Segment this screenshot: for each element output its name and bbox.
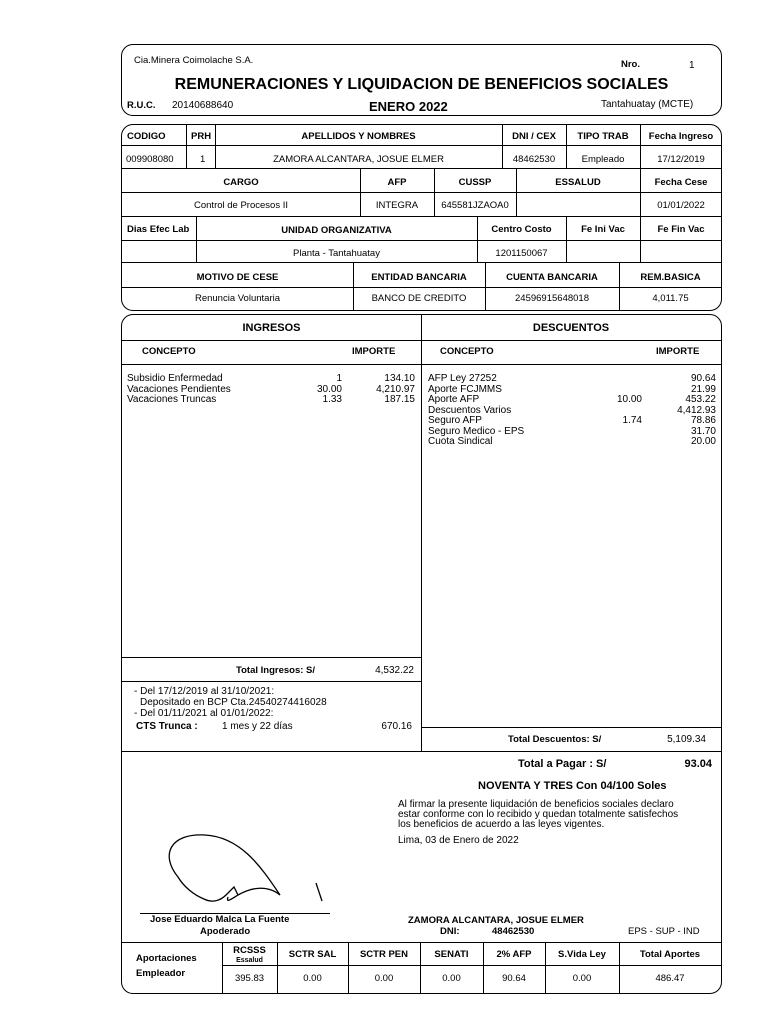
sctr-pen-value: 0.00	[374, 973, 394, 984]
list-item-amount: 134.10	[384, 373, 415, 384]
list-item-qty	[600, 437, 642, 448]
dni-value: 48462530	[512, 154, 556, 165]
empleador-cargo: Apoderado	[200, 926, 251, 937]
list-item-qty: 1.74	[622, 415, 642, 426]
svida-ley-value: 0.00	[572, 973, 592, 984]
list-item-amount: 4,412.93	[677, 404, 716, 416]
prh-header: PRH	[191, 131, 212, 142]
entidad-bancaria-header: ENTIDAD BANCARIA	[371, 272, 467, 283]
declaration-date: Lima, 03 de Enero de 2022	[398, 835, 519, 846]
signature-image	[140, 825, 330, 915]
list-item-amount: 20.00	[690, 436, 716, 447]
rem-basica-header: REM.BASICA	[640, 272, 701, 283]
declaration-line-1: Al firmar la presente liquidación de beneficios sociales declaro	[398, 799, 674, 810]
list-item: Seguro Medico - EPS	[428, 425, 525, 437]
total-pagar-words: NOVENTA Y TRES Con 04/100 Soles	[478, 780, 667, 792]
cts-line-3: - Del 01/11/2021 al 01/01/2022:	[134, 708, 274, 719]
total-descuentos-value: 5,109.34	[667, 734, 706, 745]
list-item-amount: 187.15	[384, 394, 415, 405]
empleador-nombre: Jose Eduardo Malca La Fuente	[150, 914, 290, 925]
trabajador-dni-label: DNI:	[440, 926, 460, 937]
ingresos-title: INGRESOS	[242, 322, 301, 334]
tipo-trab-header: TIPO TRAB	[577, 131, 629, 142]
ingresos-importe-header: IMPORTE	[352, 346, 396, 357]
total-pagar-value: 93.04	[684, 758, 712, 770]
descuentos-concepto-header: CONCEPTO	[440, 346, 494, 357]
nro-label: Nro.	[621, 59, 640, 70]
list-item: Vacaciones Pendientes	[127, 383, 231, 395]
list-item: Seguro AFP	[428, 415, 482, 426]
ruc-value: 20140688640	[172, 100, 234, 111]
total-aportes-header: Total Aportes	[639, 949, 701, 960]
afp-2-value: 90.64	[502, 973, 526, 984]
rcsss-header: RCSSS	[233, 945, 266, 956]
list-item-qty	[600, 374, 642, 385]
essalud-header: ESSALUD	[555, 177, 601, 188]
cts-line-2: Depositado en BCP Cta.24540274416028	[140, 697, 327, 708]
prh-value: 1	[200, 154, 206, 165]
sctr-pen-header: SCTR PEN	[359, 949, 409, 960]
total-descuentos-label: Total Descuentos: S/	[508, 734, 602, 745]
total-ingresos-label: Total Ingresos: S/	[236, 665, 316, 676]
fecha-cese-value: 01/01/2022	[657, 200, 705, 211]
list-item: Aporte FCJMMS	[428, 383, 502, 395]
dias-efec-header: Dias Efec Lab	[127, 224, 190, 235]
descuentos-title: DESCUENTOS	[532, 322, 610, 334]
total-aportes-value: 486.47	[655, 973, 685, 984]
list-item: Aporte AFP	[428, 394, 480, 405]
fe-fin-vac-header: Fe Fin Vac	[657, 224, 705, 235]
cuenta-bancaria-value: 24596915648018	[515, 293, 589, 304]
total-ingresos-value: 4,532.22	[375, 665, 414, 676]
rcsss-essalud-subheader: Essalud	[236, 957, 263, 964]
svida-ley-header: S.Vida Ley	[558, 949, 606, 960]
list-item: Cuota Sindical	[428, 436, 493, 447]
descuentos-importe-header: IMPORTE	[656, 346, 700, 357]
cussp-header: CUSSP	[458, 177, 492, 188]
cussp-value: 645581JZAOA0	[441, 200, 509, 211]
entidad-bancaria-value: BANCO DE CREDITO	[371, 293, 467, 304]
company-name: Cia.Minera Coimolache S.A.	[134, 55, 254, 66]
list-item: Vacaciones Truncas	[127, 394, 217, 405]
list-item-qty: 10.00	[616, 394, 642, 405]
cts-trunca-duration: 1 mes y 22 días	[222, 721, 293, 732]
afp-2-header: 2% AFP	[496, 949, 532, 960]
declaration-line-2: estar conforme con lo recibido y quedan totalmente satisfechos	[398, 809, 679, 820]
cts-trunca-value: 670.16	[381, 721, 412, 732]
nombres-value: ZAMORA ALCANTARA, JOSUE ELMER	[273, 154, 444, 165]
unidad-organizativa-value: Planta - Tantahuatay	[293, 248, 380, 259]
cuenta-bancaria-header: CUENTA BANCARIA	[506, 272, 598, 283]
list-item-amount: 21.99	[690, 383, 716, 395]
empleador-label: Empleador	[136, 968, 186, 979]
list-item-qty: 1.33	[322, 394, 342, 405]
rem-basica-value: 4,011.75	[652, 293, 689, 304]
eps-label: EPS - SUP - IND	[628, 926, 700, 937]
list-item: Subsidio Enfermedad	[127, 373, 223, 384]
list-item-qty: 30.00	[316, 383, 342, 395]
motivo-cese-value: Renuncia Voluntaria	[194, 293, 281, 304]
ruc-label: R.U.C.	[127, 100, 156, 111]
list-item: Descuentos Varios	[428, 404, 512, 416]
afp-header: AFP	[387, 177, 407, 188]
senati-header: SENATI	[434, 949, 469, 960]
tipo-trab-value: Empleado	[581, 154, 625, 165]
codigo-value: 009908080	[126, 154, 174, 165]
total-pagar-label: Total a Pagar : S/	[518, 758, 607, 770]
declaration-line-3: los beneficios de acuerdo a las leyes vigentes.	[398, 819, 605, 830]
rcsss-value: 395.83	[234, 973, 265, 984]
cts-line-1: - Del 17/12/2019 al 31/10/2021:	[134, 686, 275, 697]
list-item-amount: 453.22	[685, 394, 716, 405]
trabajador-dni-value: 48462530	[492, 926, 535, 937]
list-item: AFP Ley 27252	[428, 373, 497, 384]
nro-value: 1	[689, 60, 695, 71]
unidad-organizativa-header: UNIDAD ORGANIZATIVA	[281, 225, 392, 236]
fecha-ingreso-header: Fecha Ingreso	[648, 131, 714, 142]
senati-value: 0.00	[442, 973, 461, 984]
centro-costo-header: Centro Costo	[491, 224, 552, 235]
list-item-qty: 1	[336, 373, 342, 384]
list-item-qty	[600, 427, 642, 438]
cts-trunca-label: CTS Trunca :	[136, 721, 198, 732]
codigo-header: CODIGO	[127, 131, 166, 142]
list-item-amount: 4,210.97	[376, 383, 415, 395]
list-item-amount: 78.86	[690, 415, 716, 426]
aportaciones-label: Aportaciones	[136, 953, 197, 964]
fecha-cese-header: Fecha Cese	[654, 177, 708, 188]
nombres-header: APELLIDOS Y NOMBRES	[301, 131, 416, 142]
fecha-ingreso-value: 17/12/2019	[657, 154, 705, 165]
list-item-amount: 31.70	[690, 425, 716, 437]
centro-costo-value: 1201150067	[495, 248, 548, 259]
cargo-header: CARGO	[223, 177, 259, 188]
sctr-sal-header: SCTR SAL	[288, 949, 337, 960]
dni-header: DNI / CEX	[512, 131, 556, 142]
motivo-cese-header: MOTIVO DE CESE	[196, 272, 279, 283]
ingresos-concepto-header: CONCEPTO	[142, 346, 196, 357]
cargo-value: Control de Procesos II	[194, 200, 288, 211]
document-title: REMUNERACIONES Y LIQUIDACION DE BENEFICIOS SOCIALES	[174, 76, 669, 93]
sctr-sal-value: 0.00	[303, 973, 322, 984]
period: ENERO 2022	[369, 99, 448, 114]
location: Tantahuatay (MCTE)	[601, 99, 694, 110]
trabajador-nombre: ZAMORA ALCANTARA, JOSUE ELMER	[408, 915, 584, 926]
afp-value: INTEGRA	[375, 200, 419, 211]
list-item-amount: 90.64	[690, 373, 716, 384]
fe-ini-vac-header: Fe Ini Vac	[581, 224, 625, 235]
